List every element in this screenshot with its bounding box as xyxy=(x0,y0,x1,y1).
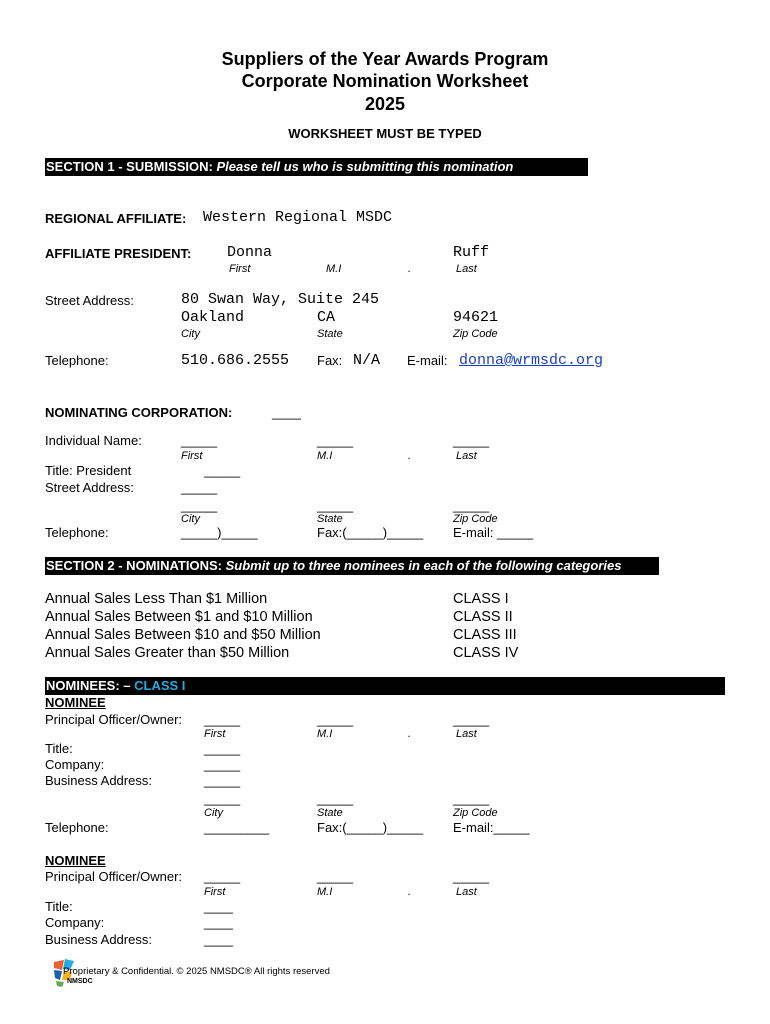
street-address-value: 80 Swan Way, Suite 245 xyxy=(181,291,380,308)
street-address-label: Street Address: xyxy=(45,293,134,308)
nominees-bar-label: NOMINEES: – xyxy=(46,678,131,693)
doc-subtitle: Corporate Nomination Worksheet xyxy=(241,71,529,91)
nominees-bar xyxy=(45,677,725,695)
caption-city: City xyxy=(181,328,200,340)
affiliate-president-label: AFFILIATE PRESIDENT: xyxy=(45,246,192,261)
president-last: Ruff xyxy=(453,244,490,261)
company-field[interactable]: _____ xyxy=(204,757,241,772)
title-label: Title: President xyxy=(45,463,132,478)
caption-last: Last xyxy=(456,450,477,462)
class-desc-1: Annual Sales Less Than $1 Million xyxy=(45,591,268,607)
street-address-label: Street Address: xyxy=(45,480,134,495)
section2-title: SECTION 2 - NOMINATIONS: xyxy=(46,558,222,573)
doc-title: Suppliers of the Year Awards Program xyxy=(221,49,549,69)
email-link[interactable]: donna@wrmsdc.org xyxy=(459,352,604,369)
nominee-heading: NOMINEE xyxy=(45,695,106,710)
caption-first: First xyxy=(229,263,251,275)
caption-last: Last xyxy=(456,886,477,898)
principal-last-field[interactable]: _____ xyxy=(453,869,490,884)
principal-last-field[interactable]: _____ xyxy=(453,712,490,727)
principal-officer-label: Principal Officer/Owner: xyxy=(45,712,183,727)
title-field[interactable]: _____ xyxy=(204,463,241,478)
caption-state: State xyxy=(317,807,343,819)
principal-first-field[interactable]: _____ xyxy=(204,712,241,727)
typed-notice: WORKSHEET MUST BE TYPED xyxy=(288,126,482,141)
principal-officer-label: Principal Officer/Owner: xyxy=(45,869,183,884)
president-first: Donna xyxy=(227,244,273,261)
caption-first: First xyxy=(204,886,226,898)
caption-zip: Zip Code xyxy=(453,807,498,819)
regional-affiliate-label: REGIONAL AFFILIATE: xyxy=(45,211,187,226)
caption-dot: . xyxy=(408,263,412,275)
company-label: Company: xyxy=(45,915,105,930)
individual-last-field[interactable]: _____ xyxy=(453,433,490,448)
state-value: CA xyxy=(317,309,336,326)
caption-last: Last xyxy=(456,728,477,740)
state-field[interactable]: _____ xyxy=(317,498,354,513)
title-field[interactable]: _____ xyxy=(204,741,241,756)
caption-zip: Zip Code xyxy=(453,513,498,525)
class-label-1: CLASS I xyxy=(453,591,509,607)
zip-value: 94621 xyxy=(453,309,499,326)
business-address-field[interactable]: _____ xyxy=(204,773,241,788)
fax-label: Fax: xyxy=(317,353,343,368)
fax-field[interactable]: Fax:(_____)_____ xyxy=(317,525,424,540)
telephone-label: Telephone: xyxy=(45,820,109,835)
business-address-label: Business Address: xyxy=(45,932,152,947)
class-label-4: CLASS IV xyxy=(453,645,519,661)
email-field[interactable]: E-mail: _____ xyxy=(453,525,534,540)
caption-mi: M.I xyxy=(317,728,333,740)
caption-first: First xyxy=(204,728,226,740)
principal-mi-field[interactable]: _____ xyxy=(317,712,354,727)
fax-field[interactable]: Fax:(_____)_____ xyxy=(317,820,424,835)
section2-subtitle: Submit up to three nominees in each of the following categories xyxy=(225,558,622,573)
section2-bar xyxy=(45,557,659,575)
email-field[interactable]: E-mail:_____ xyxy=(453,820,530,835)
telephone-label: Telephone: xyxy=(45,525,109,540)
individual-mi-field[interactable]: _____ xyxy=(317,433,354,448)
caption-city: City xyxy=(204,807,223,819)
state-field[interactable]: _____ xyxy=(317,791,354,806)
city-field[interactable]: _____ xyxy=(181,498,218,513)
caption-mi: M.I xyxy=(317,886,333,898)
city-field[interactable]: _____ xyxy=(204,791,241,806)
company-field[interactable]: ____ xyxy=(204,915,233,930)
caption-zip: Zip Code xyxy=(453,328,498,340)
business-address-label: Business Address: xyxy=(45,773,152,788)
zip-field[interactable]: _____ xyxy=(453,498,490,513)
class-desc-4: Annual Sales Greater than $50 Million xyxy=(45,645,290,661)
class-desc-2: Annual Sales Between $1 and $10 Million xyxy=(45,609,313,625)
fax-value: N/A xyxy=(353,352,381,369)
caption-mi: M.I xyxy=(317,450,333,462)
doc-year: 2025 xyxy=(364,94,406,114)
telephone-label: Telephone: xyxy=(45,353,109,368)
caption-last: Last xyxy=(456,263,477,275)
individual-first-field[interactable]: _____ xyxy=(181,433,218,448)
individual-name-label: Individual Name: xyxy=(45,433,142,448)
title-label: Title: xyxy=(45,741,73,756)
caption-dot: . xyxy=(408,728,412,740)
telephone-field[interactable]: _________ xyxy=(204,820,270,835)
telephone-field[interactable]: _____)_____ xyxy=(181,525,258,540)
section1-title: SECTION 1 - SUBMISSION: xyxy=(46,159,213,174)
city-value: Oakland xyxy=(181,309,245,326)
regional-affiliate-value: Western Regional MSDC xyxy=(203,209,393,226)
caption-first: First xyxy=(181,450,203,462)
class-desc-3: Annual Sales Between $10 and $50 Million xyxy=(45,627,321,643)
title-label: Title: xyxy=(45,899,73,914)
class-label-3: CLASS III xyxy=(453,627,517,643)
nominees-bar-class: CLASS I xyxy=(134,678,186,693)
business-address-field[interactable]: ____ xyxy=(204,932,233,947)
caption-dot: . xyxy=(408,886,412,898)
class-label-2: CLASS II xyxy=(453,609,513,625)
section1-bar xyxy=(45,158,588,176)
telephone-value: 510.686.2555 xyxy=(181,352,290,369)
zip-field[interactable]: _____ xyxy=(453,791,490,806)
principal-first-field[interactable]: _____ xyxy=(204,869,241,884)
email-label: E-mail: xyxy=(407,353,448,368)
company-label: Company: xyxy=(45,757,105,772)
caption-mi: M.I xyxy=(326,263,342,275)
nominating-corp-field[interactable]: ____ xyxy=(272,405,301,420)
nominee-heading: NOMINEE xyxy=(45,853,106,868)
nominating-corp-label: NOMINATING CORPORATION: xyxy=(45,405,233,420)
caption-state: State xyxy=(317,328,343,340)
logo-text: NMSDC xyxy=(67,978,93,985)
caption-state: State xyxy=(317,513,343,525)
street-address-field[interactable]: _____ xyxy=(181,480,218,495)
section1-subtitle: Please tell us who is submitting this nomination xyxy=(216,159,514,174)
caption-city: City xyxy=(181,513,200,525)
footer-text: Proprietary & Confidential. © 2025 NMSDC® All rights reserved xyxy=(63,966,330,977)
caption-dot: . xyxy=(408,450,412,462)
title-field[interactable]: ____ xyxy=(204,899,233,914)
principal-mi-field[interactable]: _____ xyxy=(317,869,354,884)
